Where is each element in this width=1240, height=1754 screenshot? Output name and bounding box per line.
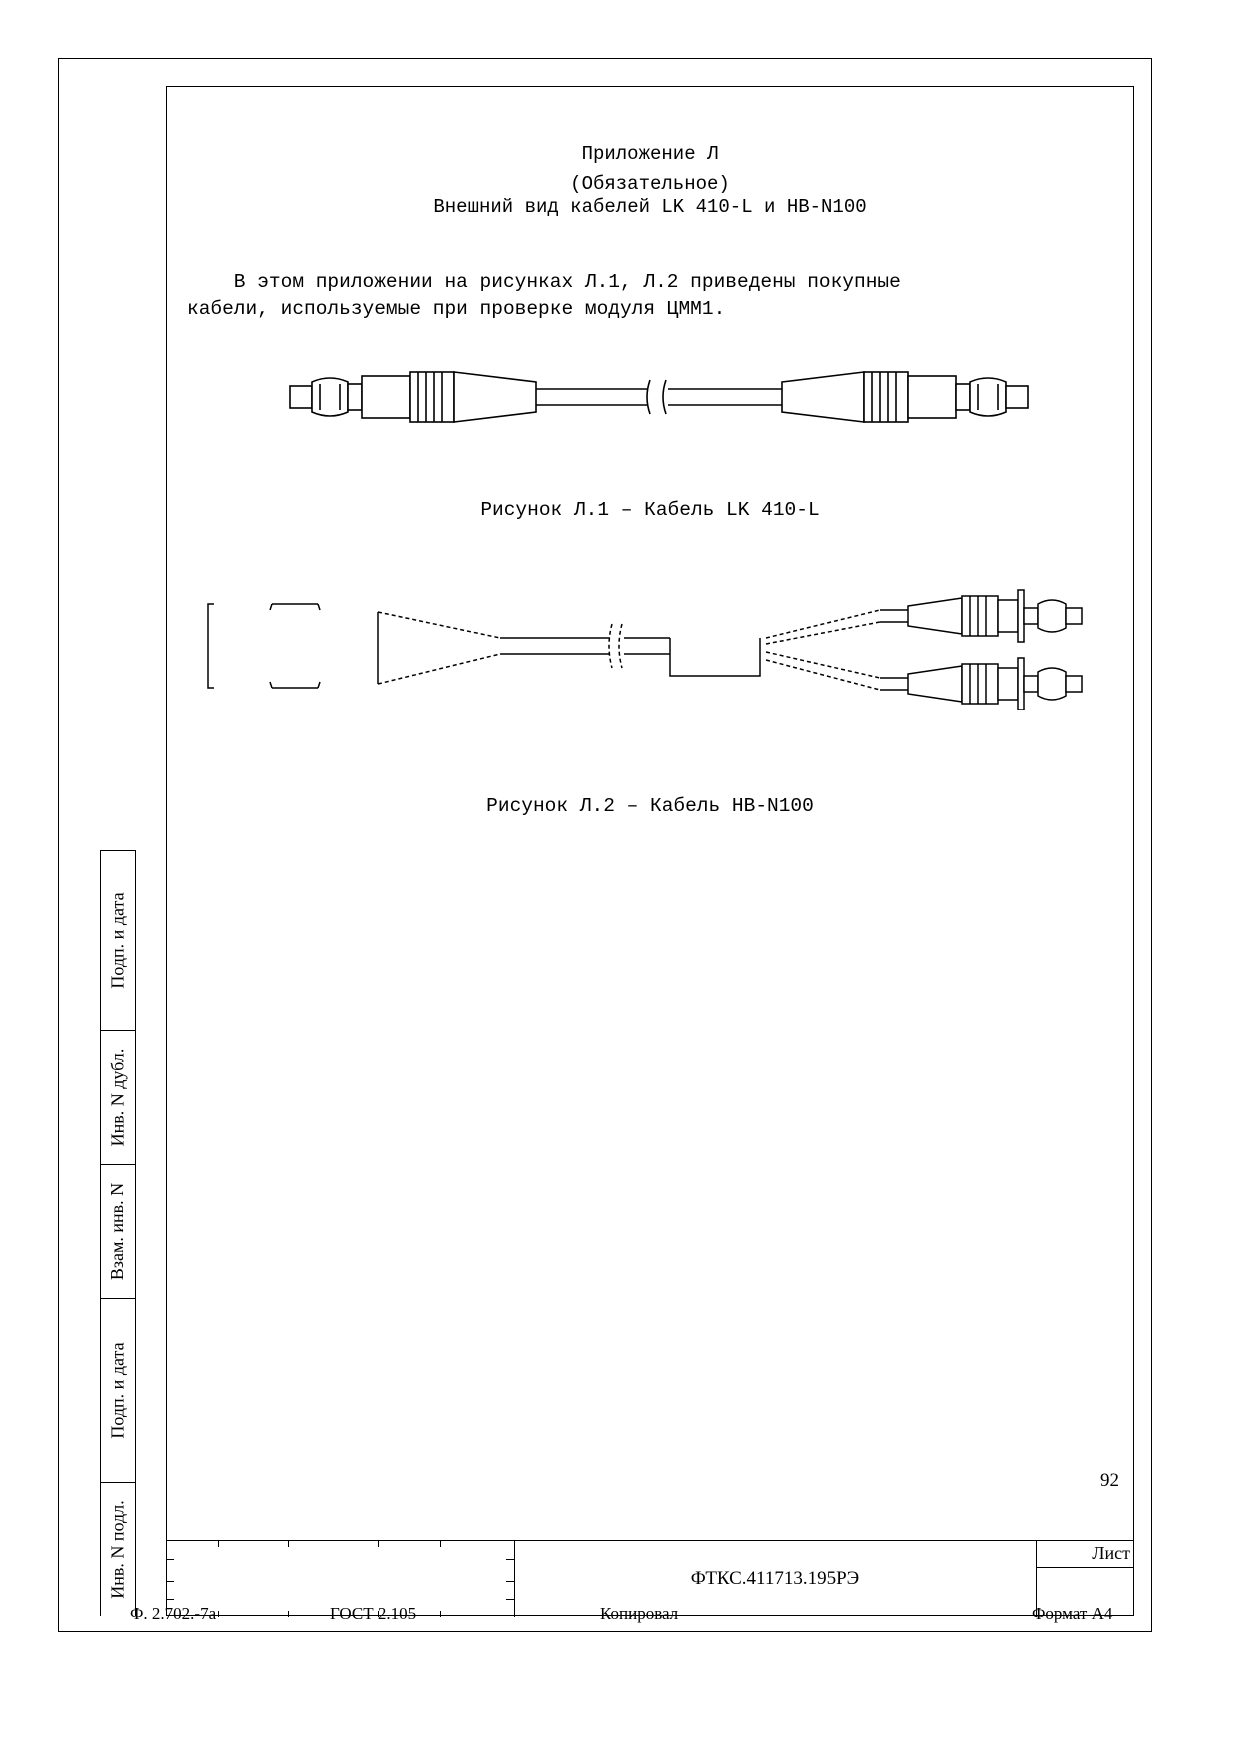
side-label-sign-date-top: Подп. и дата <box>107 891 128 989</box>
grid-tick <box>218 1541 219 1547</box>
sheet-cell-line <box>1036 1567 1134 1568</box>
side-label-vzam-inv: Взам. инв. N <box>107 1182 128 1280</box>
side-label-sign-date-bottom: Подп. и дата <box>107 1341 128 1439</box>
grid-tick <box>506 1559 514 1560</box>
footer-format: Формат А4 <box>1032 1604 1113 1623</box>
grid-tick <box>166 1581 174 1582</box>
sheet-label: Лист <box>1092 1543 1130 1563</box>
grid-tick <box>218 1611 219 1617</box>
page-number: 92 <box>1100 1470 1119 1491</box>
figure-2-caption: Рисунок Л.2 – Кабель HB-N100 <box>486 795 814 817</box>
grid-tick <box>166 1599 174 1600</box>
grid-tick <box>288 1611 289 1617</box>
figure-cable-lk410l <box>280 360 1040 440</box>
document-code: ФТКС.411713.195РЭ <box>690 1568 860 1589</box>
grid-tick <box>506 1599 514 1600</box>
figure-1-caption: Рисунок Л.1 – Кабель LK 410-L <box>480 499 820 521</box>
grid-tick <box>440 1611 441 1617</box>
side-strip-divider <box>135 850 136 1616</box>
grid-tick <box>440 1541 441 1547</box>
appendix-title: Приложение Л <box>581 143 719 165</box>
side-label-inv-dubl: Инв. N дубл. <box>107 1048 128 1146</box>
intro-line-1: В этом приложении на рисунках Л.1, Л.2 приведены покупные <box>187 271 901 293</box>
footer-gost: ГОСТ 2.105 <box>330 1604 417 1623</box>
grid-tick <box>506 1581 514 1582</box>
grid-tick <box>288 1541 289 1547</box>
grid-tick <box>166 1559 174 1560</box>
appendix-subject: Внешний вид кабелей LK 410-L и HB-N100 <box>433 196 867 218</box>
appendix-status: (Обязательное) <box>570 173 730 195</box>
side-label-inv-podl: Инв. N подл. <box>107 1499 128 1599</box>
grid-tick <box>378 1541 379 1547</box>
footer-copied: Копировал <box>600 1604 679 1623</box>
footer-form: Ф. 2.702.-7а <box>130 1604 217 1623</box>
figure-cable-hbn100 <box>200 580 1120 710</box>
intro-line-2: кабели, используемые при проверке модуля ЦММ1. <box>187 298 726 320</box>
side-stamp-strip <box>100 850 166 1616</box>
